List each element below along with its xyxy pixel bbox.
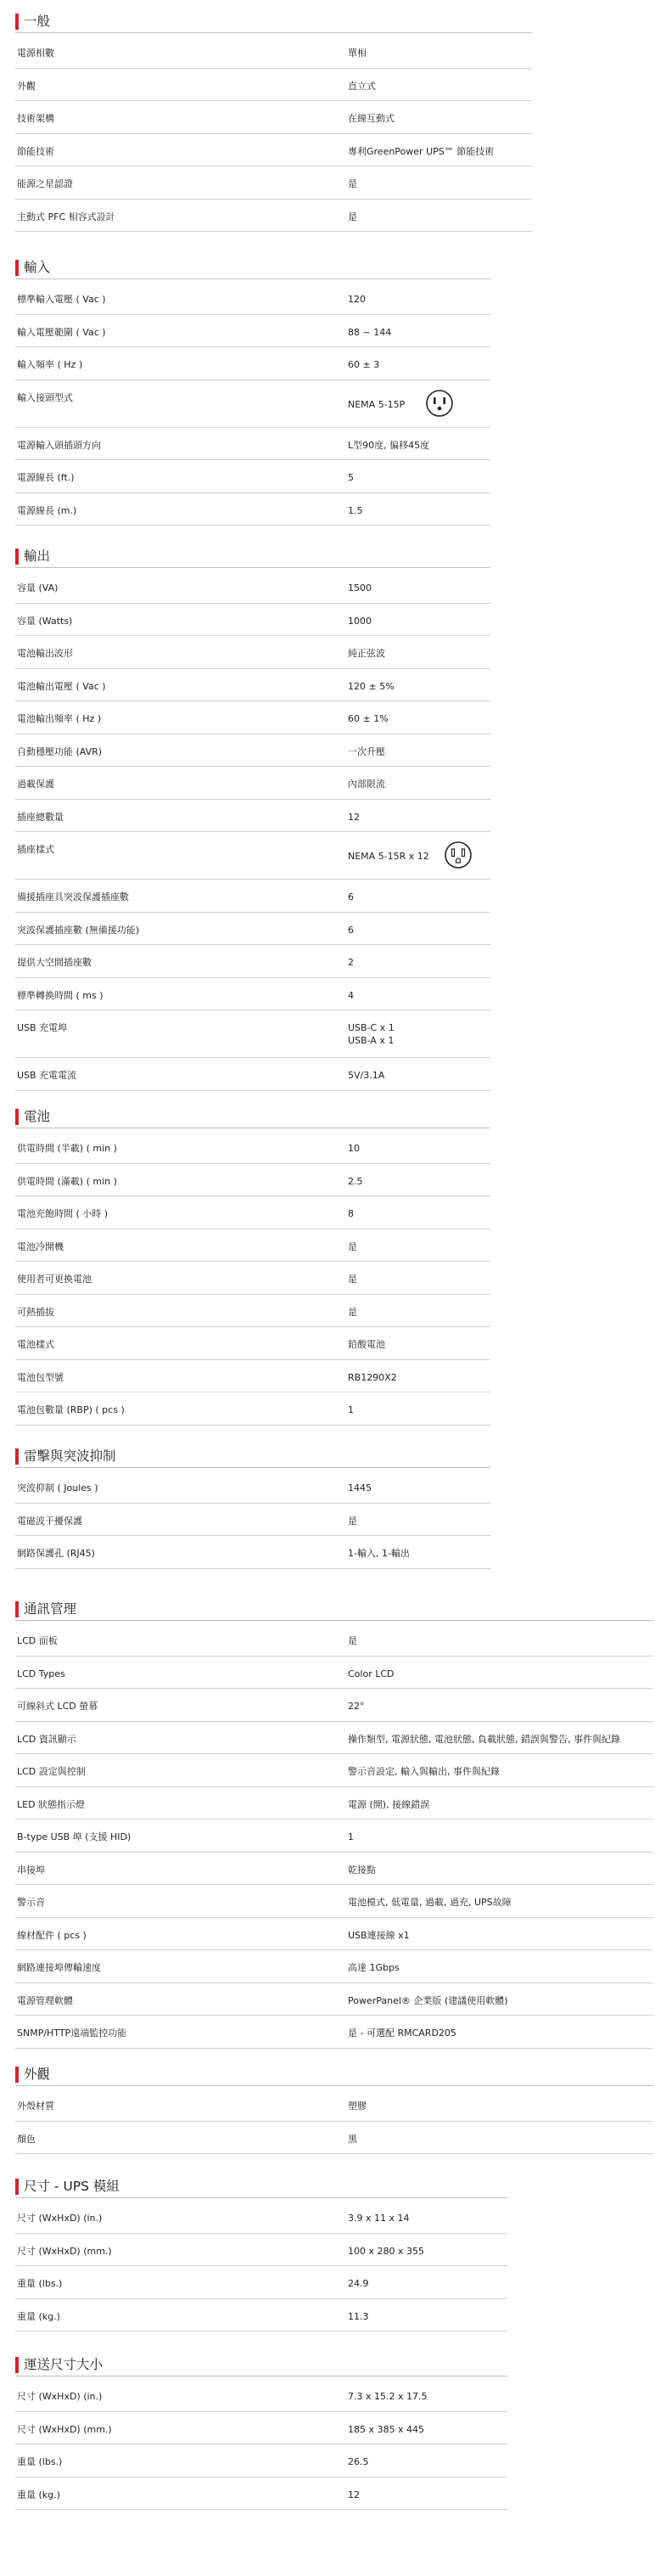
spec-label: 技術架構 [17,113,54,124]
spec-value: 高達 1Gbps [348,1962,400,1973]
spec-row [15,832,490,880]
spec-value: 5V/3.1A [348,1070,385,1081]
spec-label: 可熱插拔 [17,1306,54,1318]
spec-row [15,669,490,702]
spec-section [0,2352,655,2500]
section-header [0,1596,655,1622]
spec-label: USB 充電電流 [17,1070,77,1081]
spec-value: 6 [348,924,354,936]
spec-value: 鉛酸電池 [348,1339,385,1350]
spec-row [15,978,490,1011]
spec-value: 60 ± 3 [348,359,380,370]
spec-row [15,460,490,493]
spec-value: 7.3 x 15.2 x 17.5 [348,2391,428,2402]
spec-row [15,36,532,69]
spec-row [15,166,532,200]
spec-value: USB連接線 x1 [348,1929,410,1941]
spec-value: 1000 [348,615,372,627]
spec-row [15,604,490,637]
spec-label: 網路連接埠傳輸速度 [17,1962,101,1973]
spec-value: 1500 [348,582,372,593]
spec-row [15,1820,653,1853]
spec-section [0,2061,655,2145]
spec-row [15,101,532,134]
spec-label: 突波保護插座數 (無備援功能) [17,924,140,936]
section-title: 尺寸 - UPS 模組 [24,2179,120,2194]
spec-label: 備援插座具突波保護插座數 [17,891,129,903]
spec-value: 純正弦波 [348,648,385,659]
spec-value: 185 x 385 x 445 [348,2423,424,2435]
spec-label: 電源管理軟體 [17,1994,73,2006]
spec-row [15,2016,653,2049]
spec-row [15,2201,507,2234]
section-title: 運送尺寸大小 [24,2357,104,2372]
section-header [0,2174,655,2199]
spec-row [15,493,490,526]
spec-label: USB 充電埠 [17,1022,68,1033]
spec-value-line: USB-C x 1 [348,1022,395,1033]
spec-label: 突波抑制 ( Joules ) [17,1482,98,1493]
spec-label: 電源相數 [17,48,54,59]
spec-label: 插座總數量 [17,811,64,823]
section-accent-bar [15,1601,19,1617]
spec-label: 尺寸 (WxHxD) (in.) [17,2391,103,2402]
spec-value: 是 [348,178,357,189]
spec-row [15,134,532,167]
spec-value: 在線互動式 [348,113,395,124]
section-title: 輸出 [24,548,51,564]
spec-value: 26.5 [348,2456,369,2467]
spec-row [15,282,490,315]
spec-label: 電源線長 (m.) [17,504,77,516]
spec-label: 線材配件 ( pcs ) [17,1929,87,1941]
section-title: 外觀 [24,2067,51,2082]
section-accent-bar [15,2179,19,2195]
spec-value: 乾接點 [348,1864,376,1876]
spec-row [15,2379,507,2412]
spec-row [15,200,532,233]
spec-label: 可線斜式 LCD 螢幕 [17,1701,98,1712]
spec-section [0,8,655,222]
spec-label: 串接埠 [17,1864,45,1876]
spec-value: 警示音設定, 輸入與輸出, 事件與紀錄 [348,1766,500,1777]
spec-value: 12 [348,2489,360,2500]
spec-value: 22° [348,1701,365,1712]
spec-section [0,543,655,1081]
spec-value: 操作類型, 電源狀態, 電池狀態, 負載狀態, 錯誤與警告, 事件與紀錄 [348,1733,620,1745]
spec-label: 輸入接頭型式 [17,391,73,403]
spec-row [15,945,490,978]
spec-value: 12 [348,811,360,823]
spec-row [15,1504,490,1537]
section-header [0,1443,655,1469]
section-title: 電池 [24,1109,51,1124]
spec-label: LED 狀態指示燈 [17,1798,86,1810]
spec-value: 塑膠 [348,2101,367,2112]
spec-row [15,1885,653,1918]
spec-value: 一次升壓 [348,745,385,757]
spec-row [15,2412,507,2445]
spec-value: 1 [348,1404,354,1415]
spec-row [15,571,490,604]
spec-label: 尺寸 (WxHxD) (in.) [17,2213,103,2224]
section-accent-bar [15,260,19,276]
spec-value: 11.3 [348,2310,369,2322]
spec-row [15,1689,653,1722]
spec-row [15,2266,507,2299]
spec-section [0,255,655,516]
spec-label: 使用者可更換電池 [17,1274,92,1285]
section-accent-bar [15,1448,19,1465]
spec-value: 120 ± 5% [348,680,395,692]
spec-label: 電池輸出波形 [17,648,73,659]
nema-5-15p-plug-icon [425,389,454,418]
spec-label: 能源之星認證 [17,178,73,189]
section-accent-bar [15,1109,19,1125]
spec-row [15,767,490,800]
section-divider [15,567,490,568]
spec-row [15,800,490,833]
section-divider [15,278,490,279]
spec-value: 是 [348,1635,357,1646]
spec-label: 節能技術 [17,145,54,157]
spec-label: 重量 (kg.) [17,2310,60,2322]
spec-value: L型90度, 偏移45度 [348,439,430,451]
spec-value: 1 [348,1831,354,1842]
spec-label: 重量 (kg.) [17,2489,60,2500]
spec-label: 標準輸入電壓 ( Vac ) [17,294,106,305]
spec-row [15,428,490,461]
section-title: 雷擊與突波抑制 [24,1448,116,1464]
spec-label: 主動式 PFC 相容式設計 [17,211,115,222]
spec-row [15,1196,490,1229]
spec-label: LCD 面板 [17,1635,58,1646]
spec-row [15,2122,653,2155]
spec-value: 88 ~ 144 [348,326,392,338]
spec-label: B-type USB 埠 (支援 HID) [17,1831,132,1842]
spec-value: NEMA 5-15P [348,398,406,410]
spec-label: 電源輸入頭插頭方向 [17,439,101,451]
spec-row [15,2478,507,2511]
spec-value: 電源 (開), 接線錯誤 [348,1798,430,1810]
spec-row [15,69,532,102]
spec-value [348,1021,395,1047]
spec-value: 直立式 [348,80,376,92]
spec-label: 外觀 [17,80,36,92]
spec-label: 容量 (Watts) [17,615,73,627]
spec-row [15,1392,490,1426]
spec-label: 電池輸出電壓 ( Vac ) [17,680,106,692]
spec-value: 2.5 [348,1175,363,1187]
spec-row [15,1471,490,1504]
spec-section [0,1596,655,2039]
spec-row [15,880,490,913]
spec-value: 是 [348,1515,357,1527]
section-title: 通訊管理 [24,1601,77,1617]
spec-label: 過載保護 [17,779,54,790]
spec-value: 100 x 280 x 355 [348,2245,424,2257]
spec-value: 8 [348,1208,354,1219]
spec-label: 網路保護孔 (RJ45) [17,1548,95,1559]
spec-row [15,1787,653,1820]
spec-row [15,315,490,348]
spec-label: 電池包型號 [17,1371,64,1383]
spec-label: 警示音 [17,1897,45,1908]
spec-value: Color LCD [348,1668,395,1679]
spec-label: 電磁波干擾保護 [17,1515,82,1527]
spec-value: 是 [348,211,357,222]
spec-row [15,1164,490,1197]
spec-row [15,1327,490,1360]
spec-value: 是 [348,1274,357,1285]
spec-row [15,1295,490,1328]
spec-section [0,1104,655,1415]
spec-value: 5 [348,472,354,483]
spec-value: 專利GreenPower UPS™ 節能技術 [348,145,495,157]
spec-label: 電源線長 (ft.) [17,472,75,483]
spec-value: 24.9 [348,2278,369,2289]
section-divider [15,32,532,33]
spec-row [15,1918,653,1951]
spec-label: 外殼材質 [17,2101,54,2112]
spec-row [15,2444,507,2478]
spec-value: 60 ± 1% [348,713,389,724]
spec-label: 自動穩壓功能 (AVR) [17,745,103,757]
spec-row [15,1722,653,1755]
spec-value: PowerPanel® 企業版 (建議使用軟體) [348,1994,508,2006]
spec-label: 電池輸出頻率 ( Hz ) [17,713,102,724]
spec-value: 1.5 [348,504,363,516]
spec-value: 4 [348,989,354,1001]
spec-label: 容量 (VA) [17,582,59,593]
spec-row [15,1983,653,2016]
spec-row [15,2234,507,2267]
spec-value: 3.9 x 11 x 14 [348,2213,410,2224]
spec-row [15,734,490,768]
spec-label: 電池充飽時間 ( 小時 ) [17,1208,109,1219]
section-header [0,2352,655,2377]
section-divider [15,2085,653,2086]
spec-label: LCD Types [17,1668,65,1679]
spec-label: SNMP/HTTP遠端監控功能 [17,2028,127,2039]
spec-label: 顏色 [17,2133,36,2145]
spec-value: 電池模式, 低電量, 過載, 過充, UPS故障 [348,1897,512,1908]
spec-value-line: USB-A x 1 [348,1035,395,1046]
spec-section [0,2174,655,2322]
spec-section [0,1443,655,1559]
section-divider [15,2197,507,2198]
spec-row [15,1950,653,1983]
section-header [0,8,655,34]
spec-value: RB1290X2 [348,1371,397,1383]
section-accent-bar [15,548,19,565]
spec-row [15,1131,490,1164]
spec-value: 黑 [348,2133,357,2145]
spec-row [15,1262,490,1295]
section-accent-bar [15,2357,19,2373]
spec-label: 標準轉換時間 ( ms ) [17,989,104,1001]
spec-row [15,1229,490,1263]
spec-label: 電池樣式 [17,1339,54,1350]
spec-row [15,2089,653,2122]
spec-label: 插座樣式 [17,844,54,855]
spec-label: LCD 資訊顯示 [17,1733,76,1745]
spec-value: 單相 [348,48,367,59]
section-title: 輸入 [24,260,51,275]
spec-value: 是 [348,1306,357,1318]
spec-label: 電池冷開機 [17,1240,64,1252]
spec-label: 重量 (lbs.) [17,2278,63,2289]
spec-label: 提供大空間插座數 [17,957,92,968]
spec-row [15,701,490,734]
spec-label: 電池包數量 (RBP) ( pcs ) [17,1404,125,1415]
spec-label: 尺寸 (WxHxD) (mm.) [17,2245,112,2257]
section-header [0,1104,655,1129]
spec-value: 1-輸入, 1-輸出 [348,1548,410,1559]
spec-value: 是 - 可選配 RMCARD205 [348,2028,456,2039]
section-divider [15,1620,653,1621]
spec-row [15,1656,653,1690]
section-divider [15,1467,490,1468]
spec-label: 輸入頻率 ( Hz ) [17,359,83,370]
spec-label: 輸入電壓範圍 ( Vac ) [17,326,106,338]
spec-row [15,380,490,428]
spec-value: 1445 [348,1482,372,1493]
spec-row [15,1010,490,1058]
spec-value: 10 [348,1143,360,1154]
spec-row [15,1058,490,1091]
spec-value: NEMA 5-15R x 12 [348,851,429,862]
spec-row [15,1360,490,1393]
spec-label: 供電時間 (滿載) ( min ) [17,1175,117,1187]
section-header [0,255,655,280]
section-header [0,2061,655,2087]
spec-label: 尺寸 (WxHxD) (mm.) [17,2423,112,2435]
spec-row [15,1536,490,1569]
spec-row [15,1754,653,1787]
section-header [0,543,655,569]
spec-value: 是 [348,1240,357,1252]
spec-label: 供電時間 (半載) ( min ) [17,1143,117,1154]
spec-value: 120 [348,294,366,305]
section-accent-bar [15,2067,19,2083]
spec-value: 6 [348,891,354,903]
spec-row [15,636,490,669]
spec-row [15,2299,507,2332]
spec-row [15,1623,653,1656]
nema-5-15r-receptacle-icon [444,841,473,869]
spec-row [15,913,490,946]
spec-value: 2 [348,957,354,968]
spec-value: 內部限流 [348,779,385,790]
section-title: 一般 [24,14,51,29]
spec-row [15,1853,653,1886]
section-accent-bar [15,14,19,30]
spec-label: LCD 設定與控制 [17,1766,86,1777]
spec-label: 重量 (lbs.) [17,2456,63,2467]
spec-row [15,347,490,380]
